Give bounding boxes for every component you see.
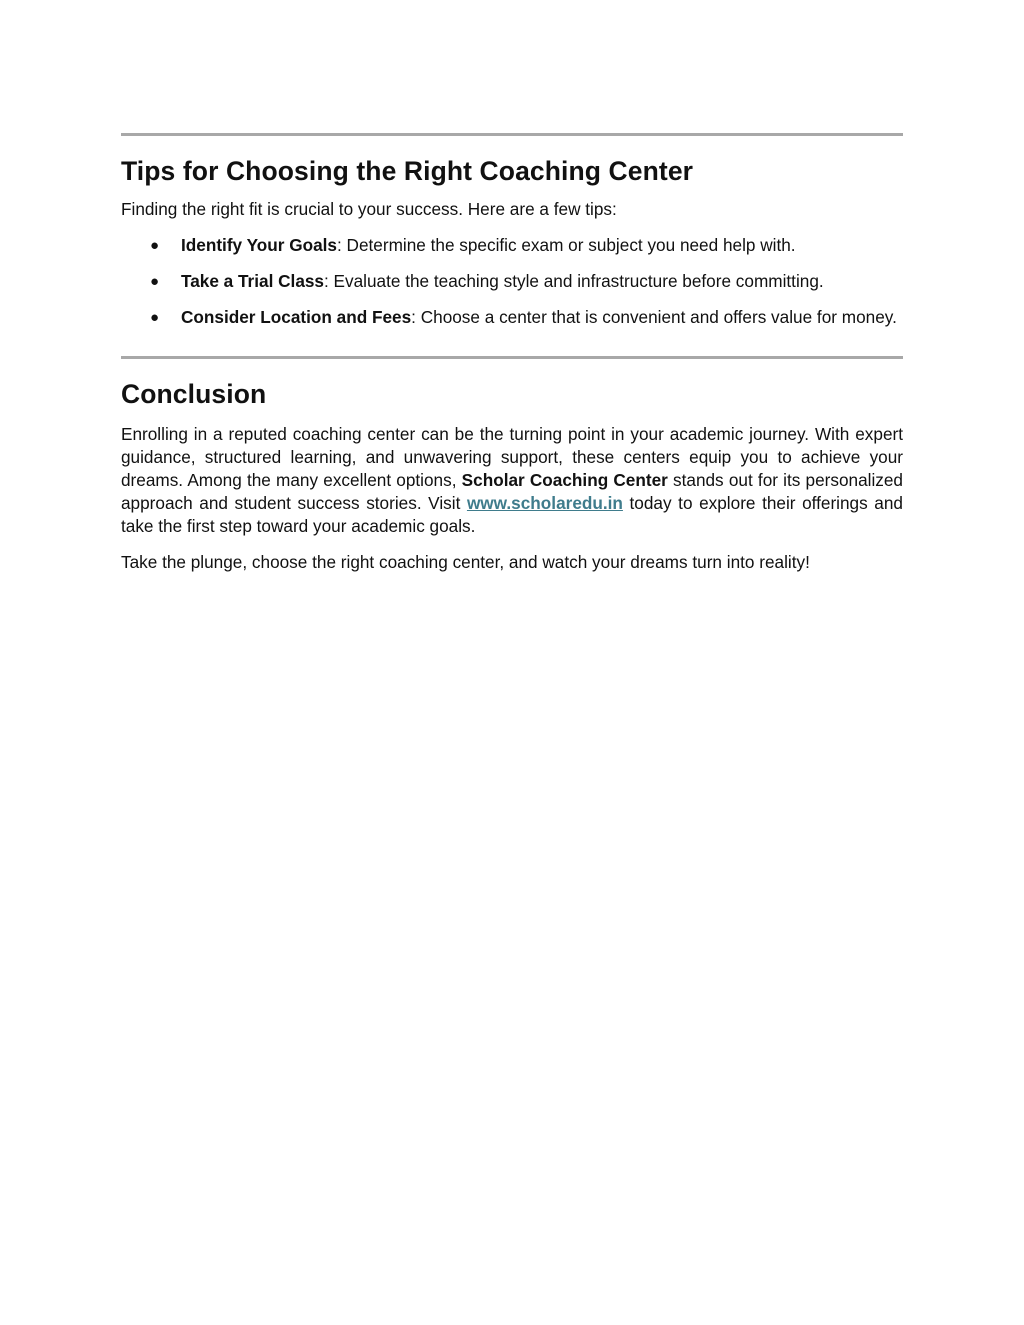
conclusion-paragraph <box>121 423 903 538</box>
conclusion-heading: Conclusion <box>121 379 267 409</box>
tips-list <box>121 234 903 329</box>
tip-label: Identify Your Goals <box>181 235 337 255</box>
tip-text: : Determine the specific exam or subject you need help with. <box>337 235 796 255</box>
tips-heading: Tips for Choosing the Right Coaching Center <box>121 156 694 186</box>
tip-text: : Evaluate the teaching style and infrastructure before committing. <box>324 271 824 291</box>
document-page <box>121 0 903 574</box>
tip-label: Take a Trial Class <box>181 271 324 291</box>
list-item <box>121 270 903 293</box>
tips-intro: Finding the right fit is crucial to your success. Here are a few tips: <box>121 199 617 219</box>
bullet-icon: ● <box>150 237 160 254</box>
list-item <box>121 234 903 257</box>
website-link[interactable]: www.scholaredu.in <box>466 493 623 513</box>
section-divider <box>121 356 903 359</box>
tip-text: : Choose a center that is convenient and offers value for money. <box>411 307 897 327</box>
section-divider <box>121 133 903 136</box>
center-name: Scholar Coaching Center <box>461 470 668 490</box>
conclusion-text: today to explore their offerings and take the first step toward your academic goals. <box>121 493 903 536</box>
list-item <box>121 306 903 329</box>
bullet-icon: ● <box>150 309 160 326</box>
tip-label: Consider Location and Fees <box>181 307 412 327</box>
closing-paragraph: Take the plunge, choose the right coaching center, and watch your dreams turn into reality! <box>121 552 810 572</box>
conclusion-text: stands out for its personalized approach and student success stories. Visit <box>121 470 903 513</box>
conclusion-text: Enrolling in a reputed coaching center can be the turning point in your academic journey. With expert guidance, structured learning, and unwavering support, these centers equip you to achieve your dreams. Among the many excellent options, <box>121 424 903 490</box>
bullet-icon: ● <box>150 273 160 290</box>
